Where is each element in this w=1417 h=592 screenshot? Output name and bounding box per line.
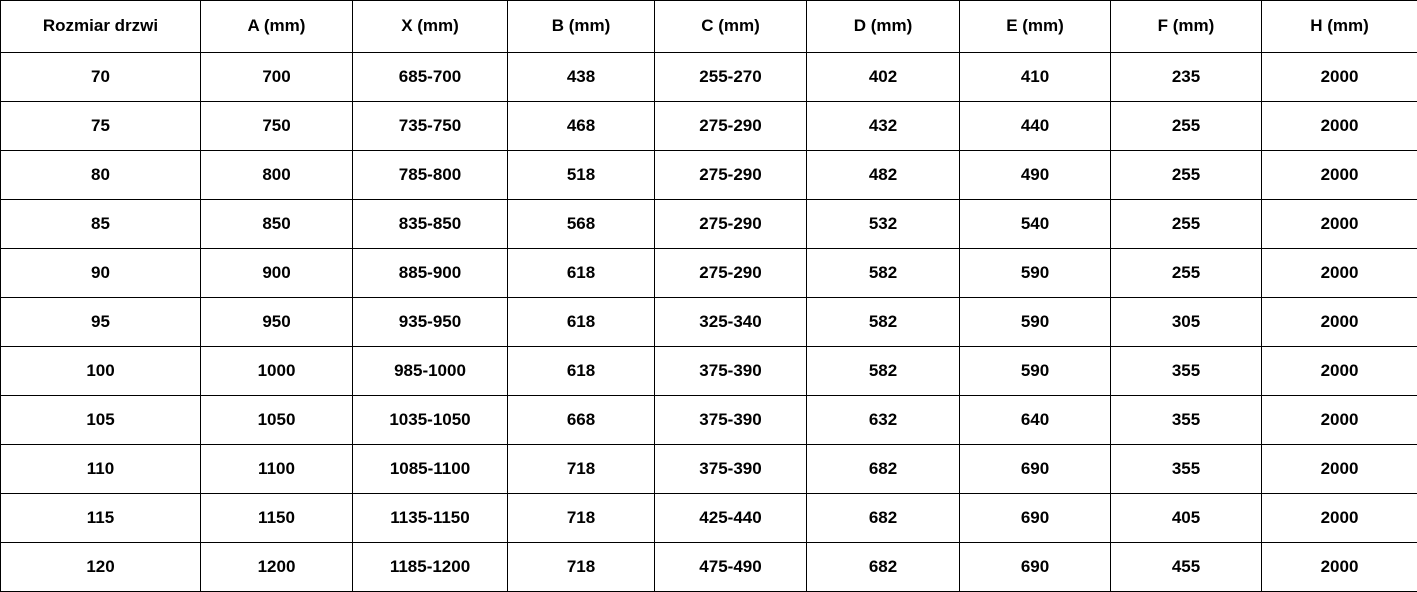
- cell-e: 590: [960, 347, 1111, 396]
- cell-f: 255: [1111, 200, 1262, 249]
- cell-door-size: 100: [1, 347, 201, 396]
- table-row: [1, 53, 1417, 102]
- cell-d: 482: [807, 151, 960, 200]
- table-row: [1, 151, 1417, 200]
- column-header-door-size: Rozmiar drzwi: [1, 1, 201, 53]
- cell-b: 568: [508, 200, 655, 249]
- cell-c: 325-340: [655, 298, 807, 347]
- cell-e: 490: [960, 151, 1111, 200]
- cell-f: 255: [1111, 249, 1262, 298]
- cell-d: 432: [807, 102, 960, 151]
- cell-c: 275-290: [655, 200, 807, 249]
- cell-b: 618: [508, 298, 655, 347]
- cell-b: 718: [508, 494, 655, 543]
- cell-h: 2000: [1262, 347, 1417, 396]
- table-row: [1, 347, 1417, 396]
- cell-a: 800: [201, 151, 353, 200]
- cell-f: 255: [1111, 102, 1262, 151]
- cell-h: 2000: [1262, 53, 1417, 102]
- cell-h: 2000: [1262, 200, 1417, 249]
- cell-b: 618: [508, 249, 655, 298]
- table-row: [1, 298, 1417, 347]
- cell-f: 355: [1111, 445, 1262, 494]
- cell-b: 668: [508, 396, 655, 445]
- table-header-row: [1, 1, 1417, 53]
- cell-h: 2000: [1262, 102, 1417, 151]
- cell-d: 632: [807, 396, 960, 445]
- cell-f: 305: [1111, 298, 1262, 347]
- column-header-h: H (mm): [1262, 1, 1417, 53]
- cell-x: 1085-1100: [353, 445, 508, 494]
- table-row: [1, 396, 1417, 445]
- cell-a: 1100: [201, 445, 353, 494]
- cell-e: 410: [960, 53, 1111, 102]
- cell-c: 475-490: [655, 543, 807, 592]
- cell-f: 355: [1111, 396, 1262, 445]
- cell-f: 235: [1111, 53, 1262, 102]
- table-row: [1, 543, 1417, 592]
- cell-d: 582: [807, 347, 960, 396]
- cell-h: 2000: [1262, 396, 1417, 445]
- cell-e: 640: [960, 396, 1111, 445]
- cell-c: 275-290: [655, 102, 807, 151]
- table-header: [1, 1, 1417, 53]
- cell-e: 590: [960, 249, 1111, 298]
- cell-d: 402: [807, 53, 960, 102]
- cell-h: 2000: [1262, 445, 1417, 494]
- cell-d: 582: [807, 298, 960, 347]
- cell-x: 1135-1150: [353, 494, 508, 543]
- cell-x: 985-1000: [353, 347, 508, 396]
- column-header-f: F (mm): [1111, 1, 1262, 53]
- cell-b: 468: [508, 102, 655, 151]
- cell-door-size: 75: [1, 102, 201, 151]
- cell-h: 2000: [1262, 249, 1417, 298]
- cell-b: 438: [508, 53, 655, 102]
- cell-f: 355: [1111, 347, 1262, 396]
- cell-d: 532: [807, 200, 960, 249]
- cell-door-size: 95: [1, 298, 201, 347]
- cell-x: 885-900: [353, 249, 508, 298]
- cell-a: 750: [201, 102, 353, 151]
- cell-a: 900: [201, 249, 353, 298]
- cell-x: 1035-1050: [353, 396, 508, 445]
- cell-door-size: 115: [1, 494, 201, 543]
- cell-x: 1185-1200: [353, 543, 508, 592]
- cell-c: 375-390: [655, 347, 807, 396]
- cell-x: 835-850: [353, 200, 508, 249]
- cell-e: 540: [960, 200, 1111, 249]
- cell-h: 2000: [1262, 543, 1417, 592]
- cell-x: 735-750: [353, 102, 508, 151]
- cell-h: 2000: [1262, 298, 1417, 347]
- table-body: [1, 53, 1417, 592]
- cell-d: 582: [807, 249, 960, 298]
- cell-c: 425-440: [655, 494, 807, 543]
- cell-b: 718: [508, 543, 655, 592]
- cell-a: 1050: [201, 396, 353, 445]
- cell-a: 1000: [201, 347, 353, 396]
- cell-a: 850: [201, 200, 353, 249]
- cell-door-size: 80: [1, 151, 201, 200]
- table-row: [1, 494, 1417, 543]
- cell-h: 2000: [1262, 151, 1417, 200]
- cell-e: 590: [960, 298, 1111, 347]
- cell-door-size: 85: [1, 200, 201, 249]
- cell-x: 785-800: [353, 151, 508, 200]
- cell-b: 718: [508, 445, 655, 494]
- cell-h: 2000: [1262, 494, 1417, 543]
- cell-a: 1150: [201, 494, 353, 543]
- column-header-d: D (mm): [807, 1, 960, 53]
- cell-b: 518: [508, 151, 655, 200]
- cell-c: 275-290: [655, 249, 807, 298]
- cell-door-size: 90: [1, 249, 201, 298]
- cell-d: 682: [807, 494, 960, 543]
- cell-a: 950: [201, 298, 353, 347]
- column-header-x: X (mm): [353, 1, 508, 53]
- cell-f: 255: [1111, 151, 1262, 200]
- column-header-e: E (mm): [960, 1, 1111, 53]
- cell-f: 405: [1111, 494, 1262, 543]
- table-row: [1, 102, 1417, 151]
- table-row: [1, 200, 1417, 249]
- cell-door-size: 120: [1, 543, 201, 592]
- cell-d: 682: [807, 445, 960, 494]
- table-row: [1, 445, 1417, 494]
- column-header-b: B (mm): [508, 1, 655, 53]
- cell-e: 440: [960, 102, 1111, 151]
- column-header-a: A (mm): [201, 1, 353, 53]
- cell-a: 700: [201, 53, 353, 102]
- column-header-c: C (mm): [655, 1, 807, 53]
- cell-c: 275-290: [655, 151, 807, 200]
- cell-c: 375-390: [655, 396, 807, 445]
- cell-door-size: 70: [1, 53, 201, 102]
- cell-a: 1200: [201, 543, 353, 592]
- cell-e: 690: [960, 543, 1111, 592]
- cell-d: 682: [807, 543, 960, 592]
- cell-door-size: 110: [1, 445, 201, 494]
- cell-c: 255-270: [655, 53, 807, 102]
- table-row: [1, 249, 1417, 298]
- cell-x: 935-950: [353, 298, 508, 347]
- cell-b: 618: [508, 347, 655, 396]
- cell-f: 455: [1111, 543, 1262, 592]
- cell-e: 690: [960, 494, 1111, 543]
- cell-x: 685-700: [353, 53, 508, 102]
- cell-e: 690: [960, 445, 1111, 494]
- cell-c: 375-390: [655, 445, 807, 494]
- cell-door-size: 105: [1, 396, 201, 445]
